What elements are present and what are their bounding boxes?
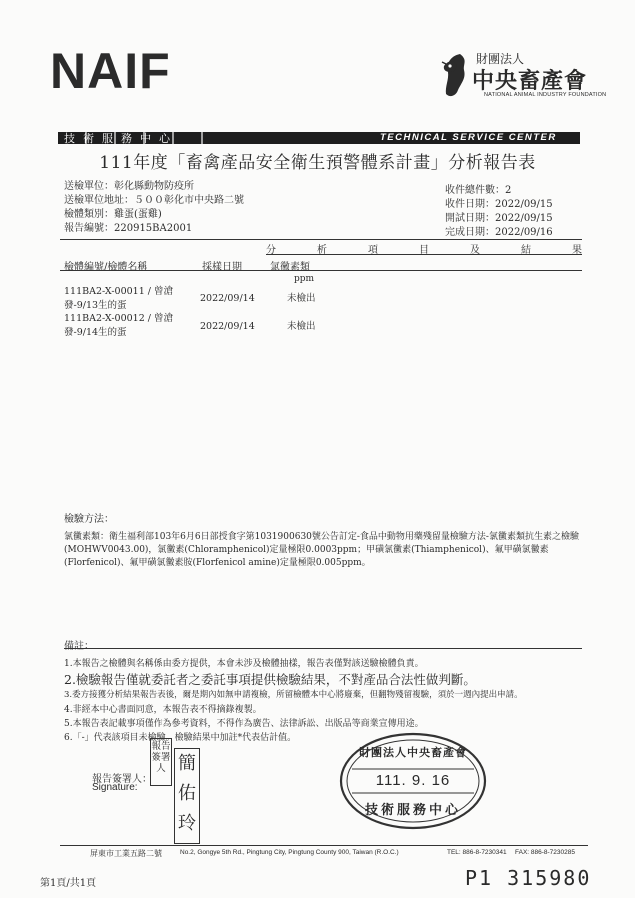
- cow-taiwan-icon: [440, 52, 476, 100]
- signatory-stamp-box: [150, 738, 172, 786]
- stamp-name-char: 玲: [178, 813, 196, 834]
- method-text: 氯黴素類：衛生福利部103年6月6日部授食字第1031900630號公告訂定-食品中動物用藥殘留量檢驗方法-氯黴素類抗生素之檢驗(MOHWV0043.00)，氯黴素(Chloramphenicol)定量極限0.0003ppm；甲磺氯黴素(Thiamphenicol)、氟甲磺氯黴素(Florfenicol)、氟甲磺氯黴素胺(Florfenicol amine)定量極限0.005ppm。: [64, 532, 579, 568]
- group-header-rule: [266, 254, 582, 255]
- seal-date: 111. 9. 16: [375, 772, 451, 789]
- notes-rule: [64, 648, 582, 649]
- signature-label-en: Signature:: [92, 782, 138, 793]
- footer-address: 屏東市工業五路二號: [90, 849, 162, 858]
- signatory-name-stamp: [174, 748, 200, 844]
- report-title: 111年度「畜禽產品安全衛生預警體系計畫」分析報告表: [99, 153, 536, 173]
- group-header-char: 分: [266, 245, 276, 256]
- stamp-box-line: 簽署人: [151, 752, 171, 774]
- notes-heading: 備註：: [64, 641, 94, 652]
- official-seal: [338, 731, 488, 831]
- note-item: 6.「-」代表該項目未檢驗。檢驗結果中加註*代表估計值。: [64, 733, 297, 743]
- table-row-result: 未檢出: [287, 293, 316, 304]
- serial-number: P1 315980: [465, 866, 592, 890]
- note-item: 4.非經本中心書面同意，本報告表不得摘錄複製。: [64, 705, 262, 715]
- table-row-sample: 111BA2-X-00012 / 曾滄發-9/14生的蛋: [64, 313, 173, 338]
- group-header-char: 結: [521, 245, 531, 256]
- table-row-sample: 111BA2-X-00011 / 曾滄發-9/13生的蛋: [64, 286, 173, 311]
- footer-rule: [60, 845, 588, 846]
- org-english-name: NATIONAL ANIMAL INDUSTRY FOUNDATION: [484, 92, 607, 98]
- footer-fax: FAX: 886-8-7230285: [515, 849, 575, 856]
- note-item-emphasis: 2.檢驗報告僅就委託者之委託事項提供檢驗結果，不對產品合法性做判斷。: [64, 672, 476, 687]
- note-item: 1.本報告之檢體與名稱係由委方提供，本會未涉及檢體抽樣，報告表僅對該送驗檢體負責。: [64, 659, 424, 669]
- report-number: 報告編號：220915BA2001: [64, 223, 193, 234]
- note-item: 5.本報告表記載事項僅作為參考資料，不得作為廣告、法律訴訟、出版品等商業宣傳用途。: [64, 719, 424, 729]
- table-row-result: 未檢出: [287, 321, 316, 332]
- service-center-zh: 技術服務中心: [64, 132, 178, 145]
- table-row-date: 2022/09/14: [200, 321, 255, 332]
- table-top-rule: [60, 239, 582, 240]
- col-unit: ppm: [294, 274, 315, 284]
- footer-tel: TEL: 886-8-7230341: [447, 849, 507, 856]
- group-header-char: 析: [317, 245, 327, 256]
- note-item: 3.委方接獲分析結果報告表後，爾是期內如無申請複檢，所留檢體本中心將廢棄，但翻物殘留複驗，須於一週內提出申請。: [64, 690, 523, 700]
- service-center-en: TECHNICAL SERVICE CENTER: [380, 132, 557, 143]
- signature-label-zh: 報告簽署人：: [92, 774, 152, 785]
- col-sampling-date: 採樣日期: [202, 262, 242, 273]
- group-header-char: 及: [470, 245, 480, 256]
- received-date: 收件日期：2022/09/15: [445, 199, 553, 210]
- org-name: 中央畜產會: [472, 68, 588, 94]
- stamp-name-char: 簡: [178, 753, 196, 774]
- completion-date: 完成日期：2022/09/16: [445, 227, 553, 238]
- col-sample-id: 檢體編號/檢體名稱: [64, 262, 148, 273]
- submitting-address: 送檢單位地址：５００彰化市中央路二號: [64, 195, 244, 206]
- naif-logo-text: NAIF: [50, 43, 171, 99]
- footer-address-en: No.2, Gongye 5th Rd., Pingtung City, Pingtung County 900, Taiwan (R.O.C.): [180, 849, 399, 856]
- submitting-unit: 送檢單位：彰化縣動物防疫所: [64, 181, 194, 192]
- org-logo: [440, 48, 607, 110]
- group-header-char: 項: [368, 245, 378, 256]
- group-header-char: 目: [419, 245, 429, 256]
- method-heading: 檢驗方法：: [64, 514, 114, 525]
- header-bottom-rule: [60, 270, 582, 271]
- seal-bottom-text: 技術服務中心: [364, 803, 461, 818]
- stamp-box-line: 報告: [151, 741, 171, 752]
- page-number: 第1頁/共1頁: [40, 878, 97, 889]
- sample-category: 檢體類別：雞蛋(蛋雞): [64, 209, 162, 220]
- test-start-date: 開試日期：2022/09/15: [445, 213, 553, 224]
- group-header-char: 果: [572, 245, 582, 256]
- received-count: 收件總件數：2: [445, 185, 512, 196]
- col-analyte: 氯黴素類: [270, 262, 310, 273]
- seal-top-text: 財團法人中央畜產會: [359, 746, 467, 759]
- service-center-bar: [58, 132, 580, 144]
- org-type-label: 財團法人: [476, 52, 525, 66]
- table-row-date: 2022/09/14: [200, 293, 255, 304]
- stamp-name-char: 佑: [178, 783, 196, 804]
